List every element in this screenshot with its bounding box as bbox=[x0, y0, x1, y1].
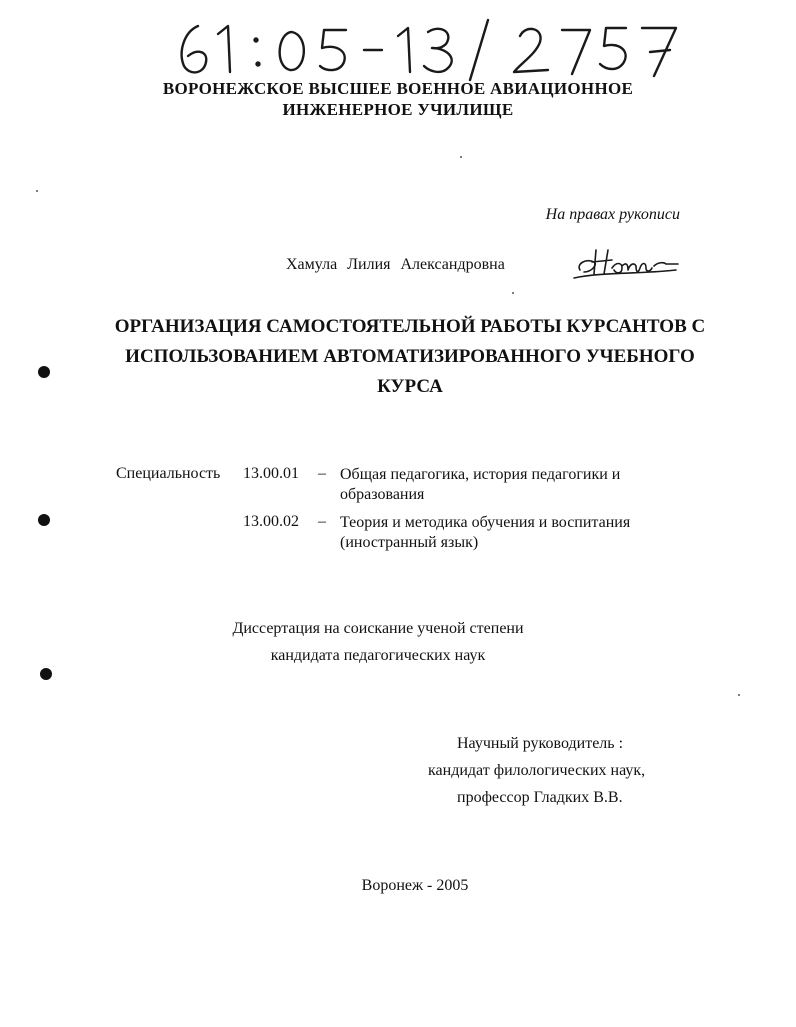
specialty-label: Специальность bbox=[116, 465, 221, 482]
specialty-code-1: 13.00.01 bbox=[243, 465, 299, 482]
scan-speck bbox=[460, 156, 462, 158]
institution-line-2: ИНЖЕНЕРНОЕ УЧИЛИЩЕ bbox=[282, 100, 514, 119]
dissertation-purpose-line-2: кандидата педагогических наук bbox=[270, 647, 486, 664]
specialty-description-1-line-2: образования bbox=[340, 486, 425, 503]
punch-hole-2 bbox=[38, 514, 50, 526]
city-year: Воронеж - 2005 bbox=[361, 877, 469, 894]
dissertation-purpose-line-1: Диссертация на соискание ученой степени bbox=[232, 620, 524, 637]
dissertation-title bbox=[110, 312, 710, 402]
title-line-2: ИСПОЛЬЗОВАНИЕМ АВТОМАТИЗИРОВАННОГО УЧЕБНОГО bbox=[125, 346, 695, 367]
supervisor-name: профессор Гладких В.В. bbox=[457, 789, 623, 806]
scan-speck bbox=[738, 694, 740, 696]
title-line-1: ОРГАНИЗАЦИЯ САМОСТОЯТЕЛЬНОЙ РАБОТЫ КУРСАНТОВ С bbox=[114, 316, 706, 337]
author-signature bbox=[572, 244, 682, 284]
punch-hole-1 bbox=[38, 366, 50, 378]
supervisor-label: Научный руководитель : bbox=[457, 735, 624, 752]
specialty-description-2-line-1: Теория и методика обучения и воспитания bbox=[340, 514, 631, 531]
scan-speck bbox=[36, 190, 38, 192]
specialty-dash-2: – bbox=[318, 513, 326, 530]
handwritten-archive-number bbox=[170, 14, 710, 84]
supervisor-degree: кандидат филологических наук, bbox=[428, 762, 646, 779]
specialty-description-1 bbox=[340, 465, 690, 505]
specialty-dash-1: – bbox=[318, 465, 326, 482]
specialty-description-2-line-2: (иностранный язык) bbox=[340, 534, 479, 551]
punch-hole-3 bbox=[40, 668, 52, 680]
author-name: Хамула Лилия Александровна bbox=[286, 256, 505, 273]
institution-line-1: ВОРОНЕЖСКОЕ ВЫСШЕЕ ВОЕННОЕ АВИАЦИОННОЕ bbox=[162, 79, 634, 98]
manuscript-rights-note: На правах рукописи bbox=[545, 206, 680, 223]
specialty-code-2: 13.00.02 bbox=[243, 513, 299, 530]
specialty-description-1-line-1: Общая педагогика, история педагогики и bbox=[340, 466, 621, 483]
specialty-description-2 bbox=[340, 513, 690, 553]
scan-speck bbox=[512, 292, 514, 294]
title-line-3: КУРСА bbox=[377, 376, 443, 397]
